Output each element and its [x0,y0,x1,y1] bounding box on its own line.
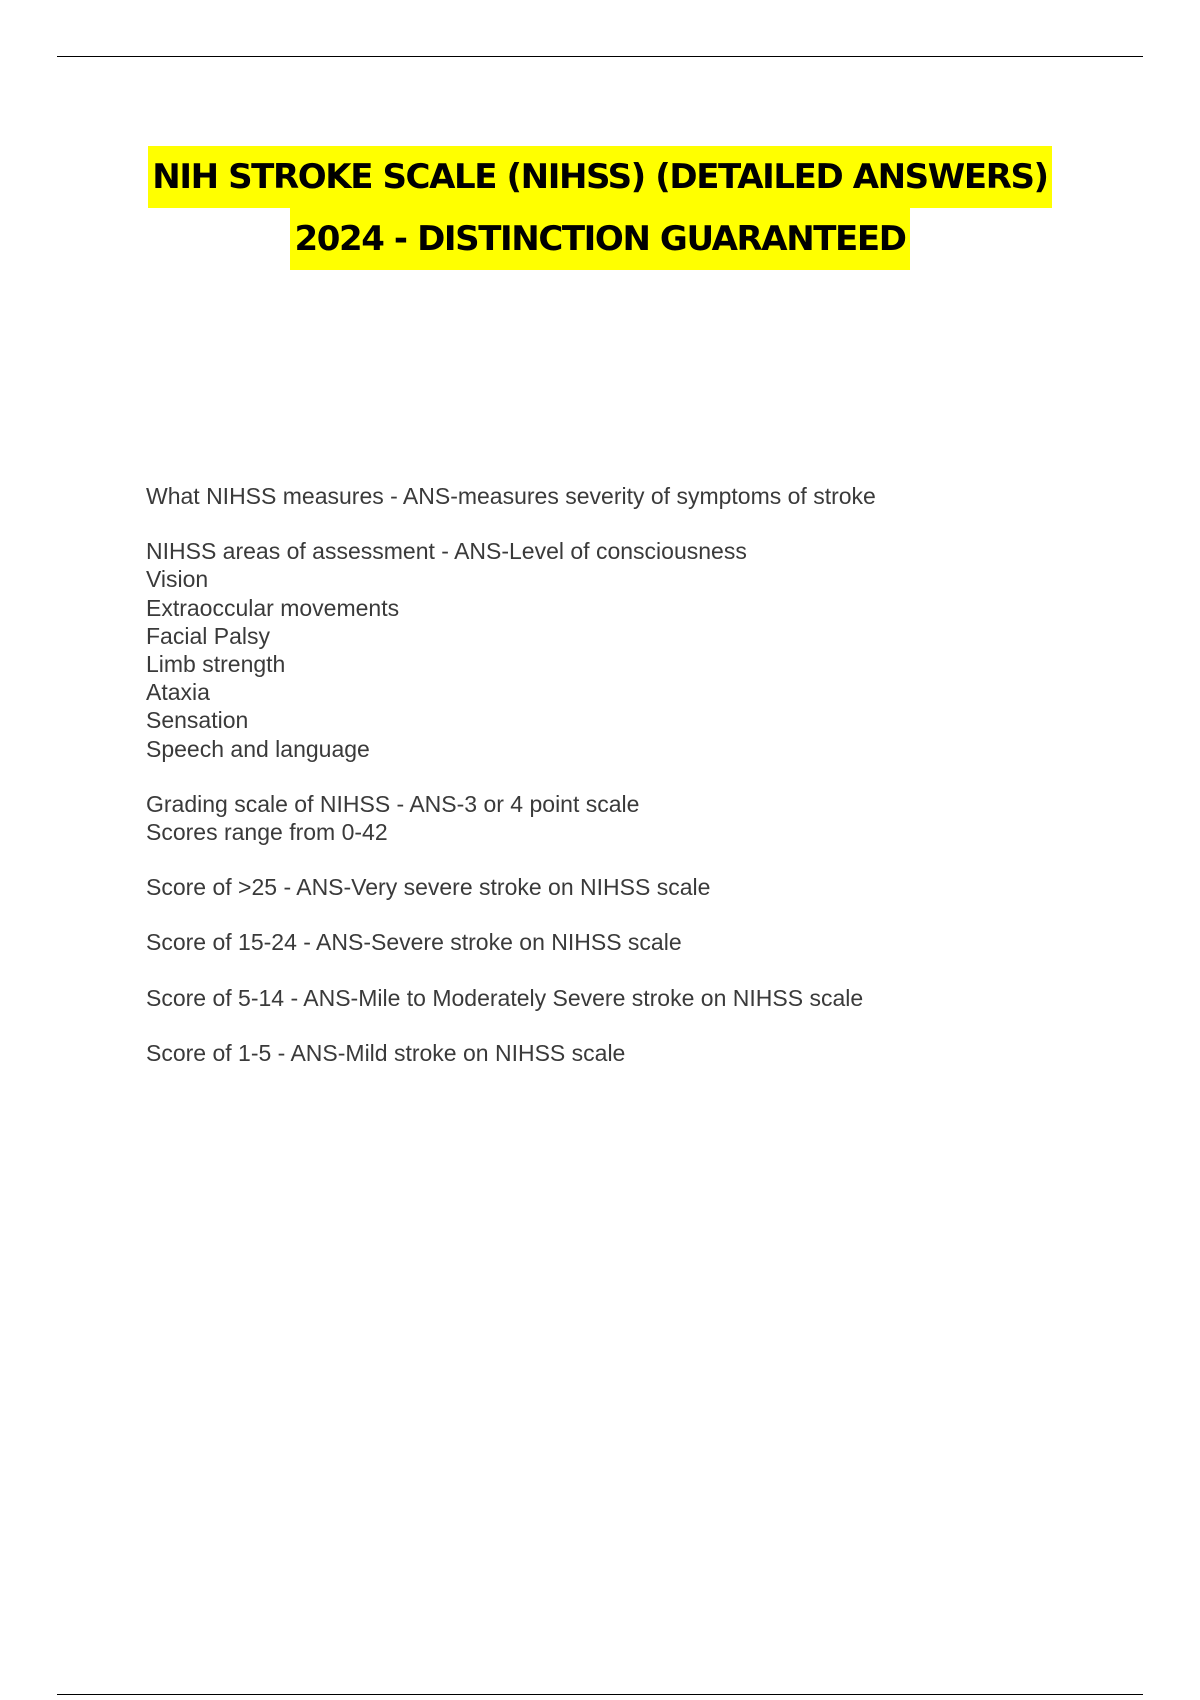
qa-item [146,537,1106,763]
document-title [0,146,1200,270]
qa-item [146,790,1106,846]
qa-line: Extraoccular movements [146,594,400,621]
qa-item [146,482,1106,510]
qa-item [146,873,1106,901]
title-line-1: NIH STROKE SCALE (NIHSS) (DETAILED ANSWERS) [148,146,1051,208]
qa-line: Ataxia [146,679,210,706]
qa-line: Sensation [146,707,249,734]
qa-line: What NIHSS measures - ANS-measures severity of symptoms of stroke [146,483,876,509]
qa-item [146,928,1106,956]
qa-item [146,984,1106,1012]
qa-line: NIHSS areas of assessment - ANS-Level of consciousness [146,538,747,565]
title-line-2: 2024 - DISTINCTION GUARANTEED [290,208,909,270]
qa-item [146,1039,1106,1067]
qa-line: Grading scale of NIHSS - ANS-3 or 4 point scale [146,790,640,817]
qa-line: Score of >25 - ANS-Very severe stroke on NIHSS scale [146,874,711,901]
qa-line: Score of 1-5 - ANS-Mild stroke on NIHSS scale [146,1039,626,1066]
qa-line: Speech and language [146,735,370,762]
qa-line: Vision [146,566,209,593]
qa-line: Limb strength [146,651,286,678]
qa-list [146,482,1106,1094]
qa-line: Scores range from 0-42 [146,819,388,846]
qa-line: Facial Palsy [146,622,270,649]
top-divider [57,56,1143,57]
bottom-divider [57,1694,1143,1695]
qa-line: Score of 15-24 - ANS-Severe stroke on NIHSS scale [146,929,682,956]
qa-line: Score of 5-14 - ANS-Mile to Moderately Severe stroke on NIHSS scale [146,984,864,1011]
